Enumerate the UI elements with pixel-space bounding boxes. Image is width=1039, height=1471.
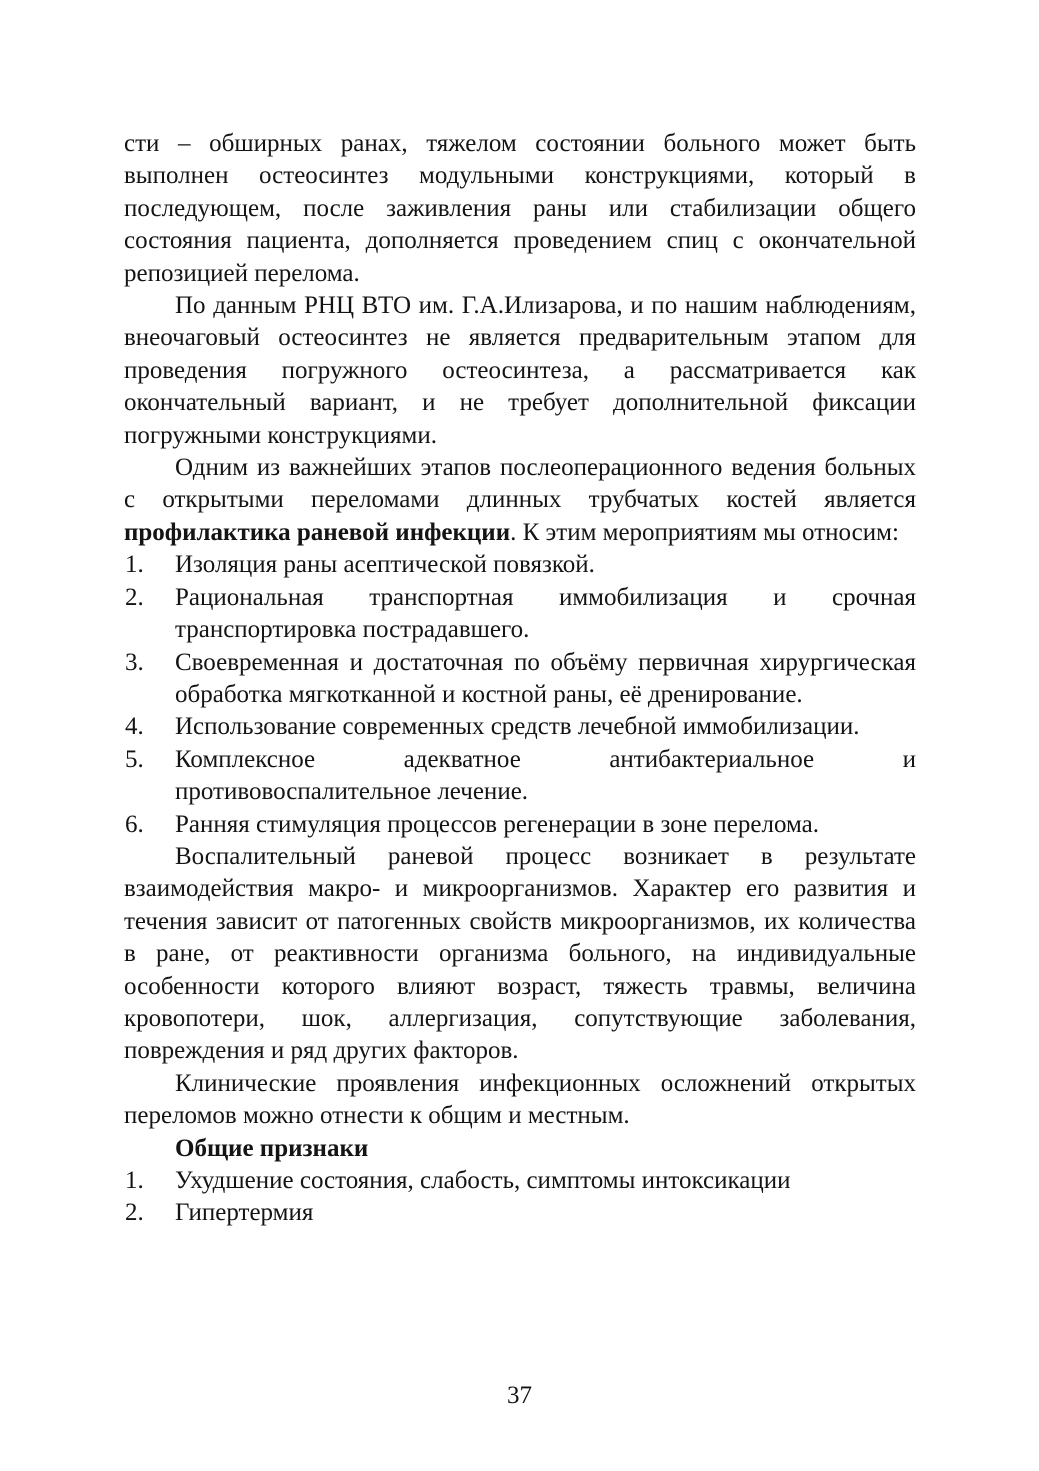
paragraph-3-text-before: Одним из важнейших этапов послеоперационного ведения больных с открытыми переломами длинных трубчатых костей является (124, 454, 916, 514)
list-item (124, 809, 916, 841)
page-content (124, 128, 916, 1230)
prophylaxis-measures-list (124, 549, 916, 841)
list-item-text: Ранняя стимуляция процессов регенерации в зоне перелома. (175, 810, 819, 838)
paragraph-1: сти – обширных ранах, тяжелом состоянии больного может быть выполнен остеосинтез модульными конструкциями, который в последующем, после заживления раны или стабилизации общего состояния пациента, дополняется проведением спиц с окончательной репозицией перелома. (124, 130, 916, 287)
list-item-number: 2. (125, 1199, 144, 1227)
list-item-number: 1. (125, 551, 144, 579)
bold-term-wound-infection-prophylaxis: профилактика раневой инфекции (124, 518, 511, 546)
general-signs-list (124, 1165, 916, 1230)
list-item-text: Ухудшение состояния, слабость, симптомы интоксикации (175, 1167, 791, 1194)
list-item-number: 1. (125, 1167, 144, 1194)
paragraph-3 (124, 452, 916, 549)
list-item-text: Использование современных средств лечебной иммобилизации. (175, 713, 860, 741)
list-item (124, 711, 916, 743)
list-item (124, 744, 916, 809)
list-item (124, 647, 916, 712)
list-item (124, 582, 916, 647)
list-item (124, 549, 916, 581)
list-item-text: Гипертермия (175, 1199, 314, 1227)
list-item-number: 4. (125, 713, 144, 741)
list-item (124, 1197, 916, 1229)
paragraph-2: По данным РНЦ ВТО им. Г.А.Илизарова, и по нашим наблюдениям, внеочаговый остеосинтез не является предварительным этапом для проведения погружного остеосинтеза, а рассматривается как окончательный вариант, и не требует дополнительной фиксации погружными конструкциями. (124, 292, 916, 449)
list-item-number: 6. (125, 810, 144, 838)
paragraph-3-text-after: . К этим мероприятиям мы относим: (510, 518, 899, 546)
list-item-text: Своевременная и достаточная по объёму первичная хирургическая обработка мягкотканной и костной раны, её дренирование. (175, 648, 916, 708)
list-item-text: Рациональная транспортная иммобилизация и срочная транспортировка пострадавшего. (175, 583, 916, 644)
list-item-text: Комплексное адекватное антибактериальное и противовоспалительное лечение. (175, 745, 916, 806)
list-item-number: 5. (125, 745, 144, 773)
list-item-number: 2. (125, 583, 144, 611)
page-number: 37 (507, 1382, 532, 1409)
list-item (124, 1165, 916, 1197)
paragraph-4: Воспалительный раневой процесс возникает в результате взаимодействия макро- и микроорганизмов. Характер его развития и течения зависит от патогенных свойств микроорганизмов, их количества в ране, от реактивности организма больного, на индивидуальные особенности которого влияют возраст, тяжесть травмы, величина кровопотери, шок, аллергизация, сопутствующие заболевания, повреждения и ряд других факторов. (124, 842, 916, 1065)
list-item-text: Изоляция раны асептической повязкой. (175, 551, 595, 579)
section-heading: Общие признаки (175, 1134, 369, 1162)
list-item-number: 3. (125, 648, 144, 676)
paragraph-5: Клинические проявления инфекционных осложнений открытых переломов можно отнести к общим и местным. (124, 1069, 916, 1130)
